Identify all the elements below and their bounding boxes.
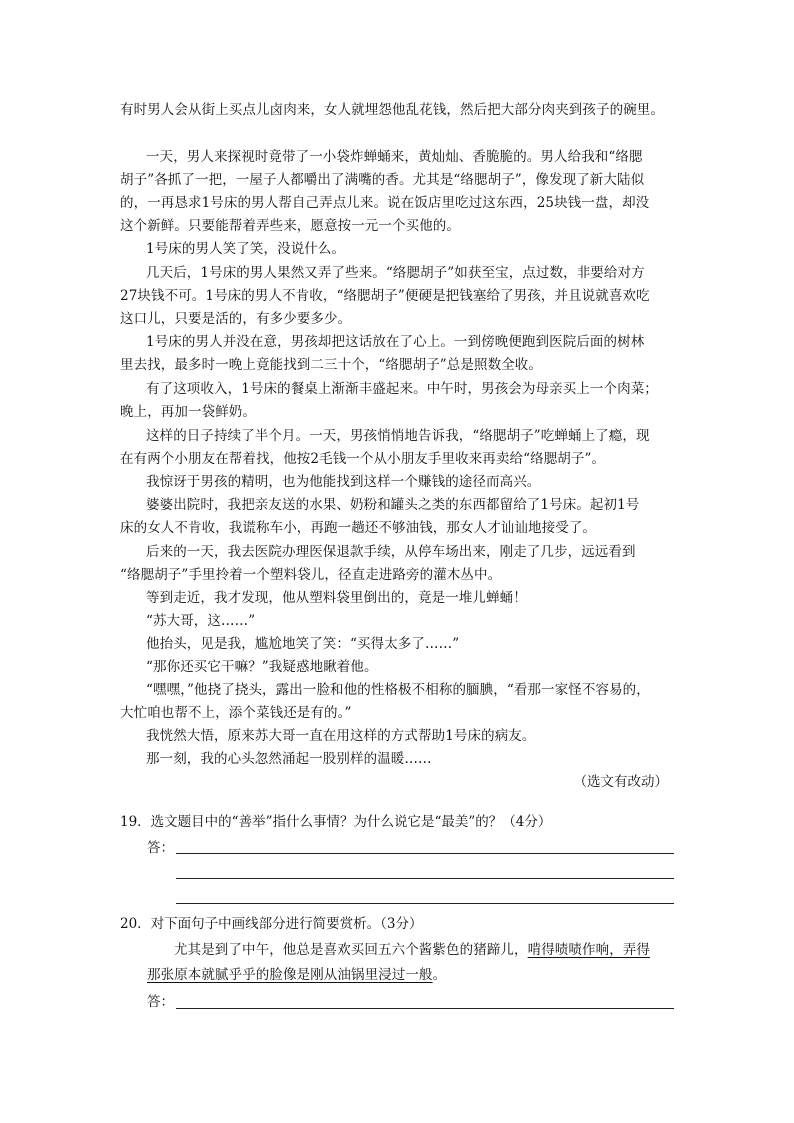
source-note: （选文有改动） [573,774,668,790]
passage-line: 1号床的男人并没在意，男孩却把这话放在了心上。一到傍晚便跑到医院后面的树林 [146,334,645,350]
passage-line: 婆婆出院时，我把亲友送的水果、奶粉和罐头之类的东西都留给了1号床。起初1号 [146,497,640,513]
q20-sentence-line-2 [147,966,446,984]
answer-line[interactable] [176,903,674,904]
passage-line: 几天后，1号床的男人果然又弄了些来。“络腮胡子”如获至宝，点过数，非要给对方 [146,265,645,281]
answer-line[interactable] [176,878,674,879]
question-20: 20．对下面句子中画线部分进行简要赏析。（3分） [120,916,423,932]
passage-line: “苏大哥，这……” [146,613,256,629]
passage-line: 我恍然大悟，原来苏大哥一直在用这样的方式帮助1号床的病友。 [146,728,536,744]
q20-underlined-part-1: 啃得啧啧作响，弄得 [527,942,651,958]
q20-sentence-end: 。 [432,967,447,983]
passage-line: 他抬头，见是我，尴尬地笑了笑：“买得太多了……” [146,636,460,652]
passage-line: 大忙咱也帮不上，添个菜钱还是有的。” [120,705,352,721]
q20-underlined-part-2: 那张原本就腻乎乎的脸像是刚从油锅里浸过一般 [147,967,433,983]
passage-line: 晚上，再加一袋鲜奶。 [120,404,256,420]
passage-line: 有了这项收入，1号床的餐桌上渐渐丰盛起来。中午时，男孩会为母亲买上一个肉菜； [146,381,658,397]
passage-line: “那你还买它干嘛？”我疑惑地瞅着他。 [146,659,378,675]
passage-line: 27块钱不可。1号床的男人不肯收，“络腮胡子”便硬是把钱塞给了男孩，并且说就喜欢吃 [120,288,650,304]
passage-line: 我惊讶于男孩的精明，也为他能找到这样一个赚钱的途径而高兴。 [146,474,541,490]
passage-line: 有时男人会从街上买点儿卤肉来，女人就埋怨他乱花钱，然后把大部分肉夹到孩子的碗里。 [120,102,664,118]
answer-label-20: 答： [147,994,174,1010]
answer-label-19: 答： [147,840,174,856]
passage-line: 里去找，最多时一晚上竟能找到二三十个，“络腮胡子”总是照数全收。 [120,357,543,373]
q20-sentence-line-1 [174,941,650,959]
answer-line[interactable] [176,853,674,854]
passage-line: 1号床的男人笑了笑，没说什么。 [146,241,346,257]
passage-line: 那一刻，我的心头忽然涌起一股别样的温暖…… [146,751,432,767]
passage-line: 这口儿，只要是活的，有多少要多少。 [120,311,352,327]
passage-line: 这样的日子持续了半个月。一天，男孩悄悄地告诉我，“络腮胡子”吃蝉蛹上了瘾，现 [146,428,650,444]
passage-line: 的，一再恳求1号床的男人帮自己弄点儿来。说在饭店里吃过这东西，25块钱一盘，却没 [120,195,650,211]
passage-line: “嘿嘿，”他挠了挠头，露出一脸和他的性格极不相称的腼腆，“看那一家怪不容易的， [146,682,650,698]
passage-line: 在有两个小朋友在帮着找，他按2毛钱一个从小朋友手里收来再卖给“络腮胡子”。 [120,451,606,467]
passage-line: “络腮胡子”手里拎着一个塑料袋儿，径直走进路旁的灌木丛中。 [120,567,502,583]
passage-line: 一天，男人来探视时竟带了一小袋炸蝉蛹来，黄灿灿、香脆脆的。男人给我和“络腮 [146,149,643,165]
passage-line: 床的女人不肯收，我谎称车小，再跑一趟还不够油钱，那女人才讪讪地接受了。 [120,520,596,536]
passage-line: 等到走近，我才发现，他从塑料袋里倒出的，竟是一堆儿蝉蛹！ [146,590,527,606]
question-19: 19．选文题目中的“善举”指什么事情？为什么说它是“最美”的？（4分） [120,814,552,830]
q20-sentence-plain: 尤其是到了中午，他总是喜欢买回五六个酱紫色的猪蹄儿， [174,942,528,958]
answer-line[interactable] [176,1008,674,1009]
passage-line: 后来的一天，我去医院办理医保退款手续，从停车场出来，刚走了几步，远远看到 [146,544,636,560]
passage-line: 这个新鲜。只要能帮着弄些来，愿意按一元一个买他的。 [120,218,460,234]
passage-line: 胡子”各抓了一把，一屋子人都嚼出了满嘴的香。尤其是“络腮胡子”，像发现了新大陆似 [120,172,645,188]
